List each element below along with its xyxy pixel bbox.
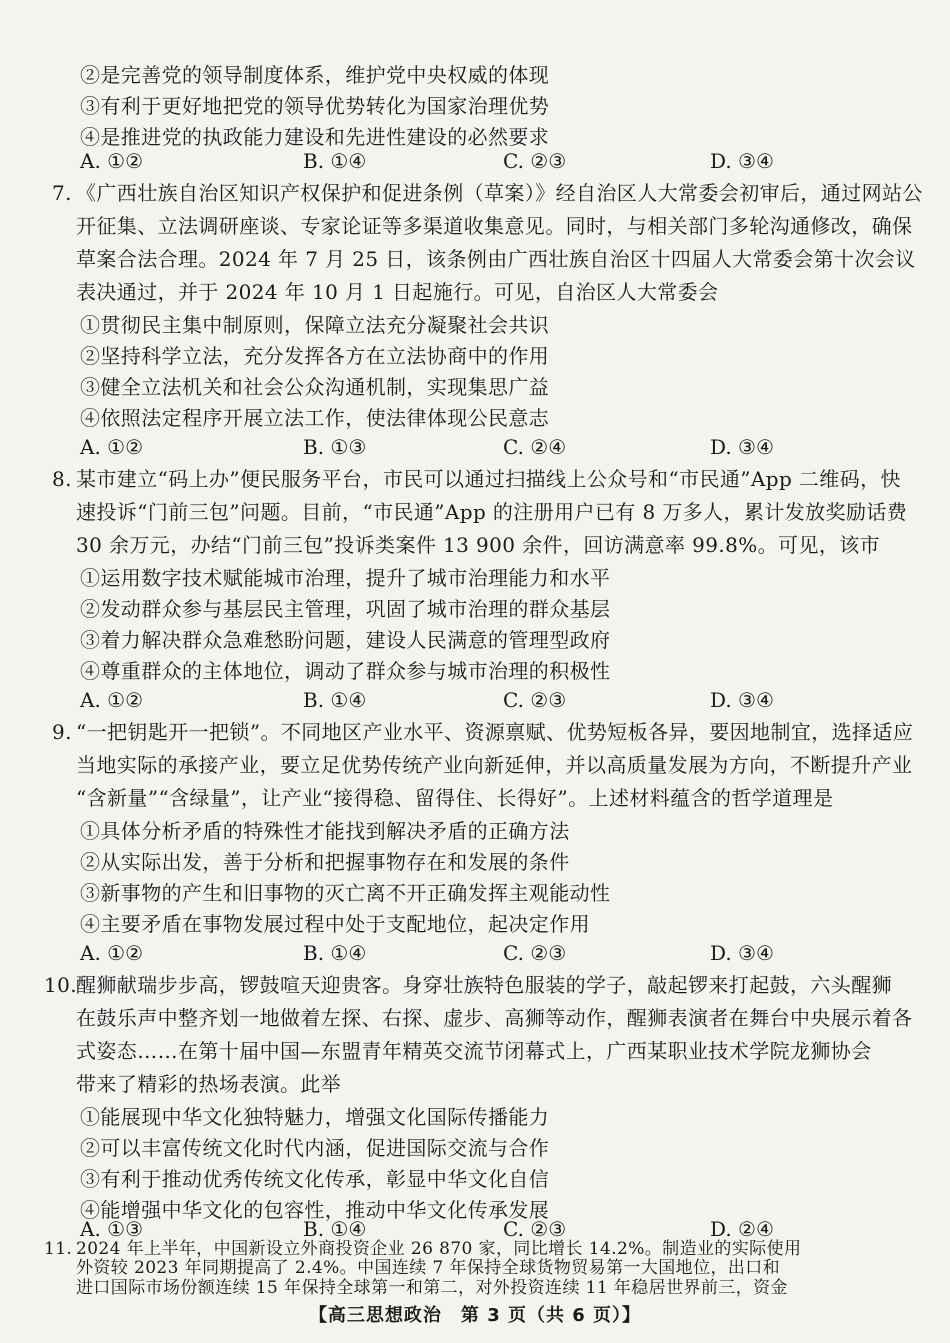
question-10-stem-3: 式姿态……在第十届中国—东盟青年精英交流节闭幕式上，广西某职业技术学院龙狮协会: [76, 1039, 872, 1063]
question-11-stem-3: 进口国际市场份额连续 15 年保持全球第一和第二，对外投资连续 11 年稳居世界前三，资金: [76, 1278, 788, 1298]
question-10-option-4: ④能增强中华文化的包容性，推动中华文化传承发展: [80, 1198, 550, 1222]
question-7-option-4: ④依照法定程序开展立法工作，使法律体现公民意志: [80, 406, 550, 430]
question-7-stem-2: 开征集、立法调研座谈、专家论证等多渠道收集意见。同时，与相关部门多轮沟通修改，确保: [76, 214, 913, 238]
question-9-stem-1: “一把钥匙开一把锁”。不同地区产业水平、资源禀赋、优势短板各异，要因地制宜，选择适应: [76, 720, 914, 744]
question-9-number: 9.: [52, 720, 72, 744]
question-7-stem-4: 表决通过，并于 2024 年 10 月 1 日起施行。可见，自治区人大常委会: [76, 280, 719, 304]
question-10-option-3: ③有利于推动优秀传统文化传承，彰显中华文化自信: [80, 1167, 550, 1191]
question-9-option-4: ④主要矛盾在事物发展过程中处于支配地位，起决定作用: [80, 912, 590, 936]
choice-d: D. ②④: [710, 1217, 774, 1241]
choice-a: A. ①②: [80, 435, 144, 459]
question-10-stem-2: 在鼓乐声中整齐划一地做着左探、右探、虚步、高狮等动作，醒狮表演者在舞台中央展示着各: [76, 1006, 913, 1030]
choice-b: B. ①④: [303, 1217, 367, 1241]
question-8-stem-1: 某市建立“码上办”便民服务平台，市民可以通过扫描线上公众号和“市民通”App 二维码，快: [76, 467, 901, 491]
choice-a: A. ①②: [80, 149, 144, 173]
question-11-stem-2: 外资较 2023 年同期提高了 2.4%。中国连续 7 年保持全球货物贸易第一大国地位，出口和: [76, 1258, 781, 1278]
choice-c: C. ②④: [503, 435, 567, 459]
question-7-option-3: ③健全立法机关和社会公众沟通机制，实现集思广益: [80, 375, 550, 399]
choice-c: C. ②③: [503, 1217, 567, 1241]
question-10-stem-4: 带来了精彩的热场表演。此举: [76, 1072, 342, 1096]
question-8-option-3: ③着力解决群众急难愁盼问题，建设人民满意的管理型政府: [80, 628, 611, 652]
choice-d: D. ③④: [710, 435, 774, 459]
choice-b: B. ①④: [303, 941, 367, 965]
choice-d: D. ③④: [710, 688, 774, 712]
choice-b: B. ①④: [303, 149, 367, 173]
question-7-stem-3: 草案合法合理。2024 年 7 月 25 日，该条例由广西壮族自治区十四届人大常委会第十次会议: [76, 247, 916, 271]
choice-a: A. ①②: [80, 941, 144, 965]
page-footer: 【高三思想政治 第 3 页（共 6 页）】: [308, 1305, 642, 1326]
choice-a: A. ①②: [80, 688, 144, 712]
question-8-stem-3: 30 余万元，办结“门前三包”投诉类案件 13 900 余件，回访满意率 99.8%。可见，该市: [76, 533, 881, 557]
question-9-option-1: ①具体分析矛盾的特殊性才能找到解决矛盾的正确方法: [80, 819, 570, 843]
question-10-stem-1: 醒狮献瑞步步高，锣鼓喧天迎贵客。身穿壮族特色服装的学子，敲起锣来打起鼓，六头醒狮: [76, 973, 892, 997]
question-8-option-4: ④尊重群众的主体地位，调动了群众参与城市治理的积极性: [80, 659, 611, 683]
question-7-number: 7.: [52, 181, 72, 205]
question-8-number: 8.: [52, 467, 72, 491]
question-9-option-3: ③新事物的产生和旧事物的灭亡离不开正确发挥主观能动性: [80, 881, 611, 905]
question-10-number: 10.: [44, 973, 78, 997]
option-prev-4: ④是推进党的执政能力建设和先进性建设的必然要求: [80, 125, 550, 149]
choice-c: C. ②③: [503, 941, 567, 965]
question-8-option-1: ①运用数字技术赋能城市治理，提升了城市治理能力和水平: [80, 566, 611, 590]
choice-c: C. ②③: [503, 149, 567, 173]
question-8-option-2: ②发动群众参与基层民主管理，巩固了城市治理的群众基层: [80, 597, 611, 621]
choice-b: B. ①④: [303, 688, 367, 712]
question-9-stem-2: 当地实际的承接产业，要立足优势传统产业向新延伸，并以高质量发展为方向，不断提升产业: [76, 753, 913, 777]
choice-a: A. ①③: [80, 1217, 144, 1241]
question-7-option-1: ①贯彻民主集中制原则，保障立法充分凝聚社会共识: [80, 313, 550, 337]
choice-d: D. ③④: [710, 941, 774, 965]
question-7-option-2: ②坚持科学立法，充分发挥各方在立法协商中的作用: [80, 344, 550, 368]
choice-b: B. ①③: [303, 435, 367, 459]
question-8-stem-2: 速投诉“门前三包”问题。目前，“市民通”App 的注册用户已有 8 万多人，累计发放奖励话费: [76, 500, 908, 524]
option-prev-3: ③有利于更好地把党的领导优势转化为国家治理优势: [80, 94, 550, 118]
question-10-option-1: ①能展现中华文化独特魅力，增强文化国际传播能力: [80, 1105, 550, 1129]
choice-d: D. ③④: [710, 149, 774, 173]
question-9-option-2: ②从实际出发，善于分析和把握事物存在和发展的条件: [80, 850, 570, 874]
choice-c: C. ②③: [503, 688, 567, 712]
question-11-number: 11.: [44, 1239, 73, 1259]
question-9-stem-3: “含新量”“含绿量”，让产业“接得稳、留得住、长得好”。上述材料蕴含的哲学道理是: [76, 786, 834, 810]
question-10-option-2: ②可以丰富传统文化时代内涵，促进国际交流与合作: [80, 1136, 550, 1160]
question-11-stem-1: 2024 年上半年，中国新设立外商投资企业 26 870 家，同比增长 14.2%。制造业的实际使用: [76, 1239, 802, 1259]
question-7-stem-1: 《广西壮族自治区知识产权保护和促进条例（草案）》经自治区人大常委会初审后，通过网站公: [76, 181, 923, 205]
option-prev-2: ②是完善党的领导制度体系，维护党中央权威的体现: [80, 63, 550, 87]
